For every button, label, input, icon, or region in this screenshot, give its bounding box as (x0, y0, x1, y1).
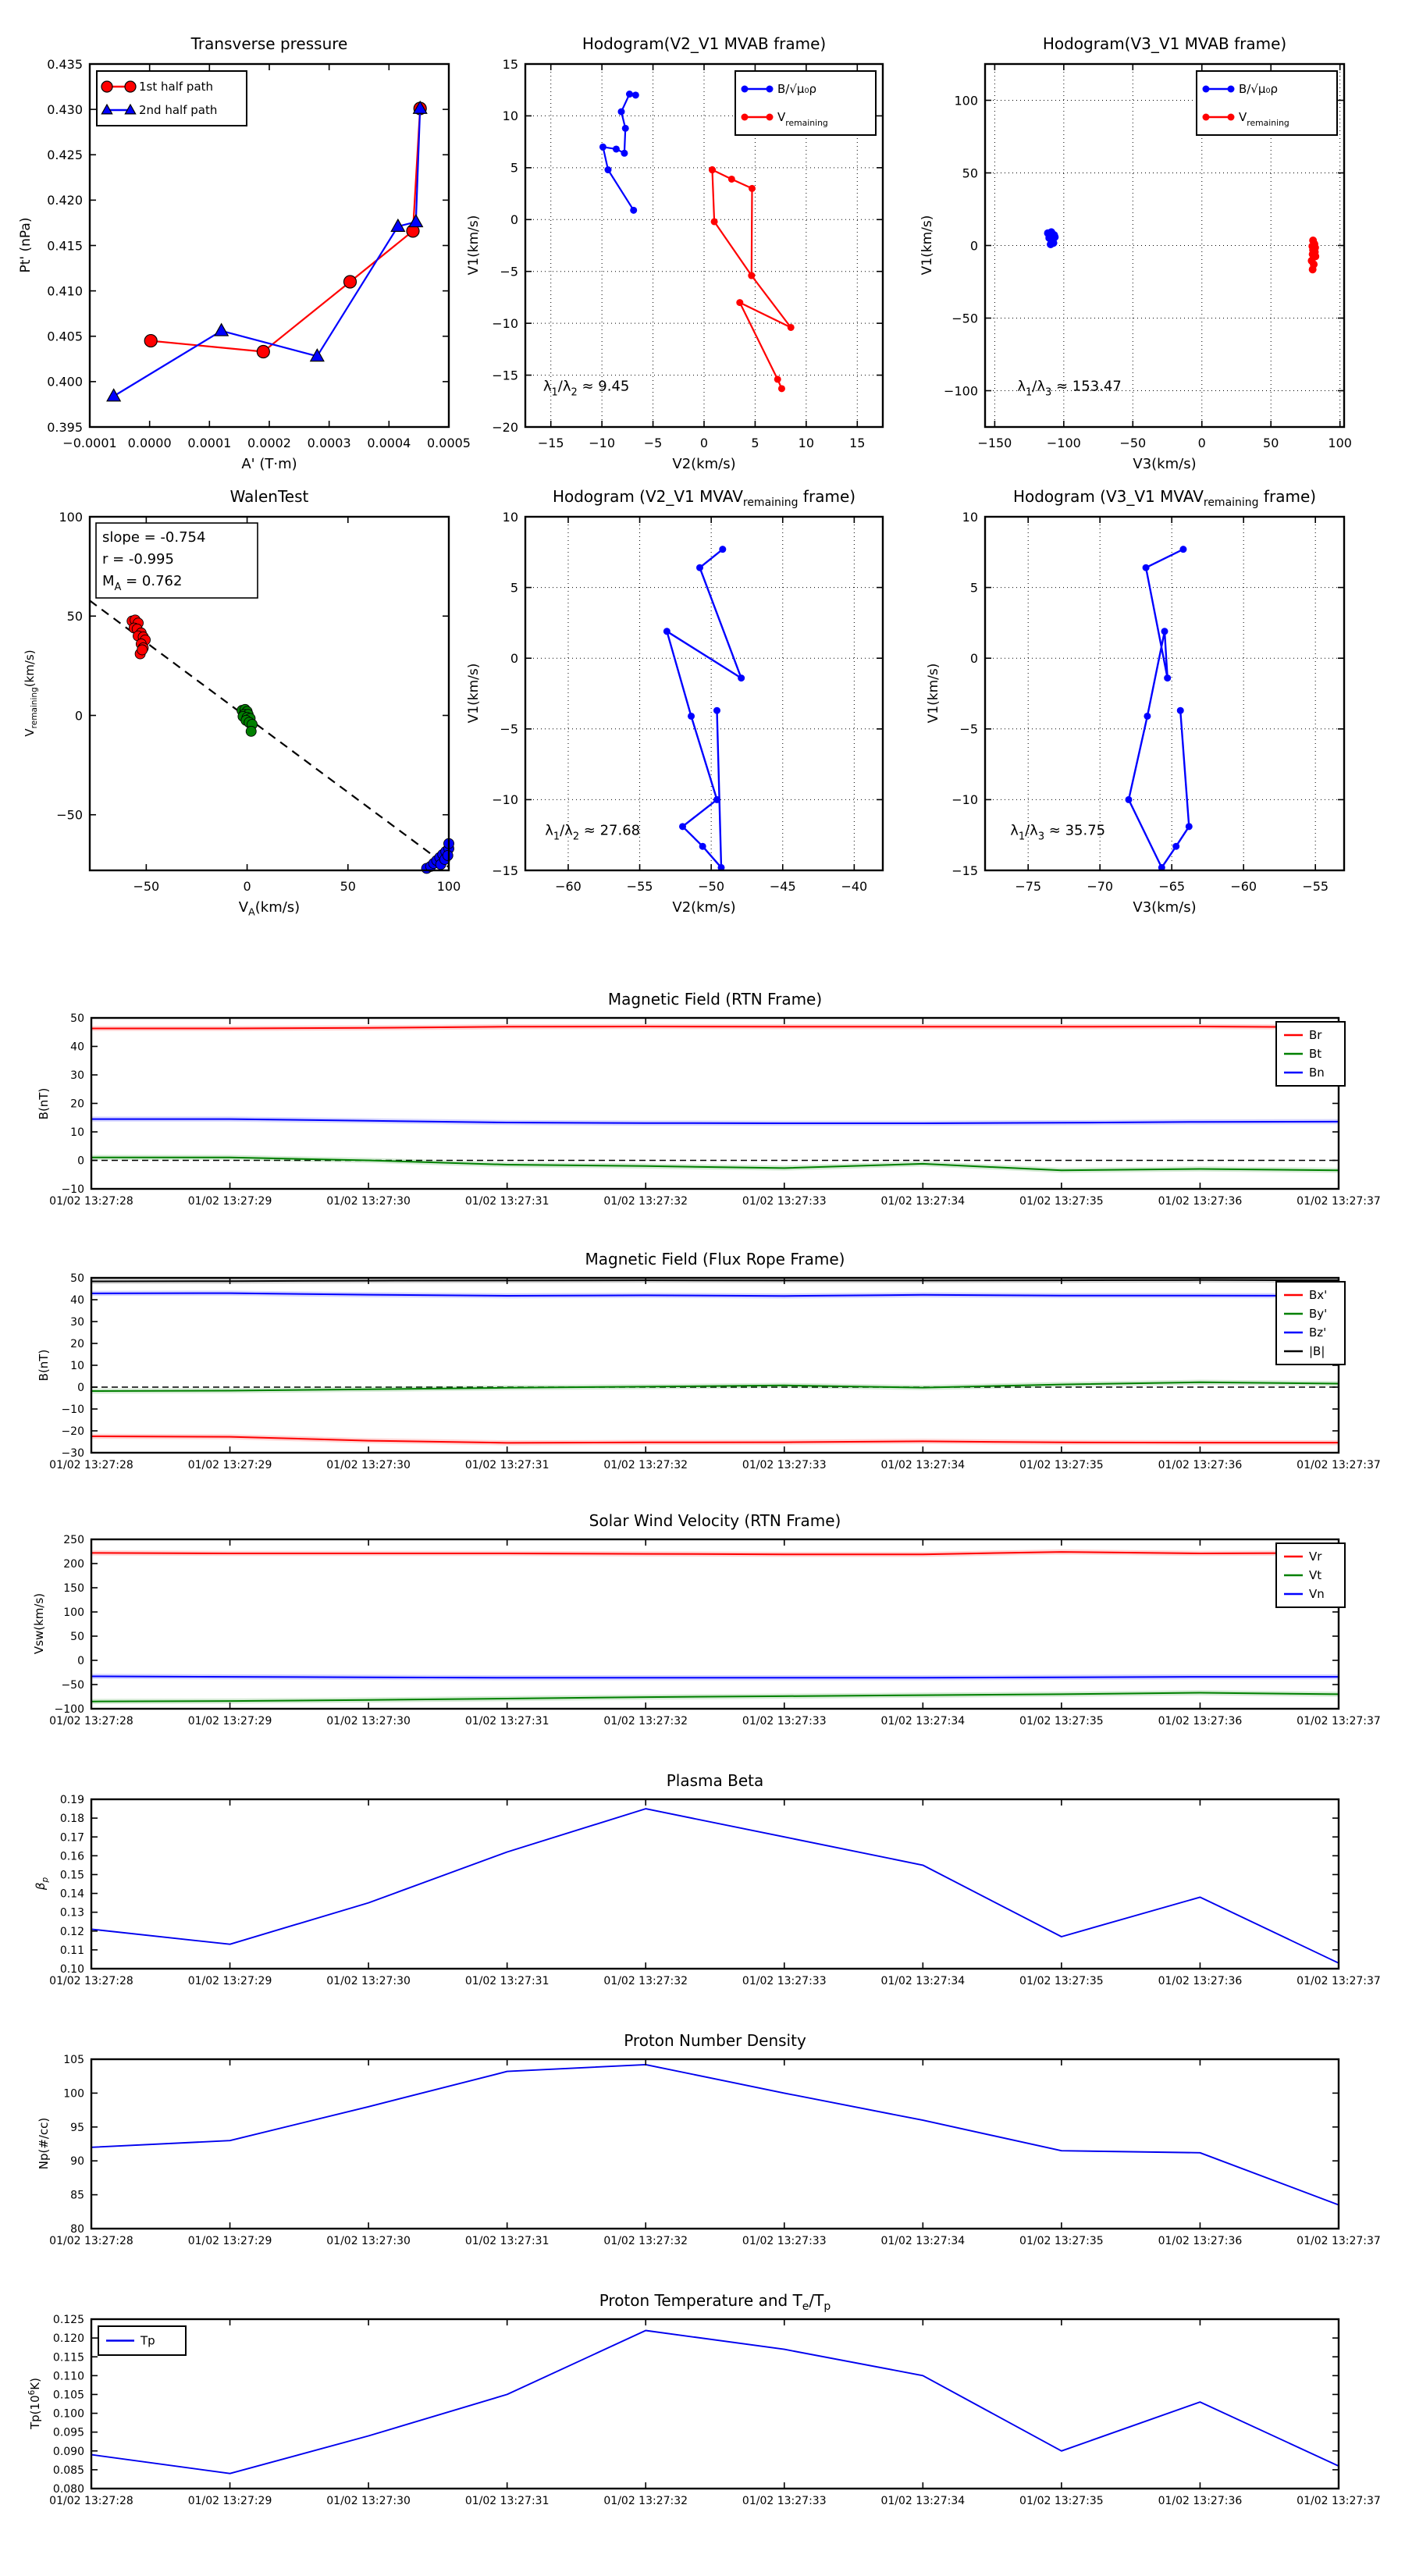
svg-text:15: 15 (849, 436, 866, 450)
svg-text:01/02 13:27:35: 01/02 13:27:35 (1019, 1459, 1104, 1471)
svg-text:0.125: 0.125 (52, 2314, 84, 2327)
svg-text:slope = -0.754: slope = -0.754 (102, 529, 206, 546)
svg-text:01/02 13:27:36: 01/02 13:27:36 (1158, 1459, 1243, 1471)
svg-text:105: 105 (63, 2054, 84, 2067)
svg-text:10: 10 (70, 1126, 84, 1140)
svg-text:95: 95 (70, 2121, 84, 2134)
svg-text:0: 0 (243, 879, 251, 894)
svg-text:−15: −15 (951, 863, 978, 878)
svg-text:Bt: Bt (1309, 1047, 1322, 1061)
svg-text:−10: −10 (951, 792, 978, 808)
svg-text:01/02 13:27:32: 01/02 13:27:32 (603, 1459, 688, 1471)
svg-text:0: 0 (510, 650, 518, 666)
svg-text:0.0002: 0.0002 (247, 436, 291, 450)
svg-text:0.14: 0.14 (59, 1888, 84, 1901)
svg-text:40: 40 (70, 1294, 84, 1308)
svg-text:0.095: 0.095 (52, 2426, 84, 2439)
svg-text:01/02 13:27:36: 01/02 13:27:36 (1158, 1715, 1243, 1727)
svg-text:250: 250 (63, 1534, 84, 1547)
svg-text:01/02 13:27:33: 01/02 13:27:33 (742, 2235, 827, 2247)
svg-text:Vremaining: $V_{remaining}$ (777, 110, 828, 128)
p6-ylabel: V1(km/s) (926, 663, 941, 724)
svg-text:5: 5 (969, 580, 978, 596)
svg-text:0.0005: 0.0005 (427, 436, 471, 450)
svg-text:−100: −100 (54, 1703, 84, 1717)
p4-ylabel: $V_{remaining}(km/s)$ (23, 649, 39, 737)
svg-text:01/02 13:27:31: 01/02 13:27:31 (464, 2235, 550, 2247)
svg-text:01/02 13:27:29: 01/02 13:27:29 (187, 1459, 272, 1471)
svg-text:0.415: 0.415 (47, 238, 83, 254)
svg-text:Vn: Vn (1309, 1587, 1325, 1601)
svg-text:−55: −55 (626, 879, 653, 894)
svg-text:−15: −15 (537, 436, 564, 450)
svg-text:0.18: 0.18 (59, 1813, 84, 1826)
svg-text:100: 100 (63, 1606, 84, 1620)
hodogram-v3v1-mvav-title: Hodogram (V3_V1 $MVAV_{remaining}$ frame) (1012, 487, 1317, 509)
svg-text:50: 50 (66, 609, 83, 624)
svg-text:01/02 13:27:28: 01/02 13:27:28 (49, 1195, 133, 1208)
svg-text:01/02 13:27:28: 01/02 13:27:28 (49, 1459, 133, 1471)
svg-text:10: 10 (502, 509, 518, 525)
ts3-ylabel: Vsw(km/s) (32, 1592, 46, 1655)
svg-text:−40: −40 (841, 879, 868, 894)
svg-text:01/02 13:27:31: 01/02 13:27:31 (464, 1715, 550, 1727)
svg-text:10: 10 (962, 509, 978, 525)
svg-text:0.100: 0.100 (52, 2407, 84, 2421)
svg-text:01/02 13:27:37: 01/02 13:27:37 (1297, 1195, 1381, 1208)
svg-text:−50: −50 (1119, 436, 1147, 450)
svg-text:0.17: 0.17 (59, 1831, 84, 1845)
svg-text:0: 0 (77, 1655, 84, 1668)
svg-text:Vr: Vr (1309, 1550, 1322, 1564)
magnetic-field-rtn-title: Magnetic Field (RTN Frame) (607, 990, 823, 1009)
svg-text:01/02 13:27:32: 01/02 13:27:32 (603, 1975, 688, 1987)
svg-text:−0.0001: −0.0001 (62, 436, 117, 450)
svg-text:−10: −10 (61, 1183, 84, 1197)
p5-ylabel: V1(km/s) (466, 663, 482, 724)
svg-text:01/02 13:27:31: 01/02 13:27:31 (464, 1975, 550, 1987)
svg-text:01/02 13:27:31: 01/02 13:27:31 (464, 1459, 550, 1471)
svg-text:50: 50 (70, 1012, 84, 1026)
svg-text:0.430: 0.430 (47, 101, 83, 117)
ts4-ylabel: $\beta_p$ (34, 1877, 50, 1891)
svg-text:0: 0 (74, 708, 83, 724)
solar-wind-velocity-title: Solar Wind Velocity (RTN Frame) (589, 1511, 841, 1530)
magnetic-field-fluxrope-title: Magnetic Field (Flux Rope Frame) (585, 1250, 845, 1268)
svg-text:Vremaining: $V_{remaining}$ (1239, 110, 1289, 128)
svg-text:01/02 13:27:35: 01/02 13:27:35 (1019, 2235, 1104, 2247)
svg-text:50: 50 (70, 1631, 84, 1644)
svg-text:r = -0.995: r = -0.995 (102, 551, 174, 568)
svg-text:50: 50 (70, 1272, 84, 1286)
svg-text:01/02 13:27:33: 01/02 13:27:33 (742, 1975, 827, 1987)
svg-text:01/02 13:27:34: 01/02 13:27:34 (880, 1715, 966, 1727)
svg-text:01/02 13:27:30: 01/02 13:27:30 (326, 1715, 411, 1727)
svg-text:0.420: 0.420 (47, 193, 83, 208)
svg-text:−10: −10 (492, 315, 518, 331)
svg-text:0.11: 0.11 (59, 1944, 84, 1957)
svg-text:0.105: 0.105 (52, 2389, 84, 2402)
svg-text:0.395: 0.395 (47, 419, 83, 435)
svg-text:−20: −20 (492, 419, 518, 435)
svg-text:0: 0 (510, 212, 518, 228)
svg-text:10: 10 (70, 1360, 84, 1373)
svg-text:−100: −100 (944, 383, 978, 399)
svg-text:01/02 13:27:28: 01/02 13:27:28 (49, 1715, 133, 1727)
svg-text:01/02 13:27:36: 01/02 13:27:36 (1158, 2235, 1243, 2247)
svg-text:01/02 13:27:29: 01/02 13:27:29 (187, 1975, 272, 1987)
svg-text:−75: −75 (1015, 879, 1042, 894)
svg-text:01/02 13:27:35: 01/02 13:27:35 (1019, 1975, 1104, 1987)
svg-text:01/02 13:27:33: 01/02 13:27:33 (742, 1715, 827, 1727)
svg-text:01/02 13:27:29: 01/02 13:27:29 (187, 2235, 272, 2247)
svg-text:01/02 13:27:32: 01/02 13:27:32 (603, 2235, 688, 2247)
svg-text:−60: −60 (555, 879, 582, 894)
svg-text:01/02 13:27:37: 01/02 13:27:37 (1297, 2495, 1381, 2507)
svg-text:−65: −65 (1158, 879, 1186, 894)
svg-text:0.0000: 0.0000 (127, 436, 172, 450)
svg-text:0.085: 0.085 (52, 2464, 84, 2477)
svg-text:−50: −50 (133, 879, 160, 894)
svg-text:λ1/λ2 ≈ 9.45: $\lambda_1/\lambda_2 \approx 9.45$ (542, 378, 630, 399)
svg-text:0.110: 0.110 (52, 2370, 84, 2383)
svg-text:50: 50 (1263, 436, 1279, 450)
svg-text:λ1/λ2 ≈ 27.68: $\lambda_1/\lambda_2 \approx 27.68$ (545, 822, 641, 843)
svg-text:−20: −20 (61, 1425, 84, 1439)
svg-text:1st half path: 1st half path (139, 80, 214, 94)
svg-text:01/02 13:27:30: 01/02 13:27:30 (326, 2495, 411, 2507)
svg-text:50: 50 (962, 165, 978, 181)
svg-text:0.120: 0.120 (52, 2332, 84, 2346)
svg-text:0.10: 0.10 (59, 1963, 84, 1976)
svg-text:−5: −5 (500, 721, 518, 737)
svg-text:30: 30 (70, 1316, 84, 1329)
svg-text:5: 5 (510, 160, 518, 176)
svg-text:01/02 13:27:35: 01/02 13:27:35 (1019, 1715, 1104, 1727)
svg-text:0: 0 (1197, 436, 1206, 450)
svg-text:0: 0 (699, 436, 709, 450)
svg-text:01/02 13:27:33: 01/02 13:27:33 (742, 1459, 827, 1471)
svg-text:0.19: 0.19 (59, 1794, 84, 1807)
p3-xlabel: V3(km/s) (1133, 456, 1197, 472)
svg-text:−10: −10 (589, 436, 616, 450)
p2-ylabel: V1(km/s) (466, 215, 482, 276)
svg-text:01/02 13:27:34: 01/02 13:27:34 (880, 1975, 966, 1987)
svg-text:50: 50 (340, 879, 356, 894)
svg-text:0.12: 0.12 (59, 1925, 84, 1938)
svg-text:01/02 13:27:35: 01/02 13:27:35 (1019, 2495, 1104, 2507)
svg-text:−10: −10 (61, 1404, 84, 1417)
svg-text:01/02 13:27:30: 01/02 13:27:30 (326, 1459, 411, 1471)
svg-text:Bn: Bn (1309, 1066, 1325, 1080)
svg-text:01/02 13:27:31: 01/02 13:27:31 (464, 1195, 550, 1208)
svg-text:−5: −5 (959, 721, 978, 737)
svg-text:01/02 13:27:36: 01/02 13:27:36 (1158, 1975, 1243, 1987)
svg-text:−60: −60 (1230, 879, 1257, 894)
svg-text:20: 20 (70, 1098, 84, 1111)
svg-text:90: 90 (70, 2155, 84, 2169)
svg-text:−50: −50 (56, 807, 83, 823)
svg-text:100: 100 (954, 93, 978, 109)
svg-text:20: 20 (70, 1338, 84, 1351)
svg-text:15: 15 (502, 56, 518, 72)
svg-text:−50: −50 (951, 311, 978, 326)
svg-text:−45: −45 (769, 879, 796, 894)
svg-text:|B|: |B| (1309, 1344, 1325, 1358)
svg-text:01/02 13:27:29: 01/02 13:27:29 (187, 1195, 272, 1208)
svg-text:0: 0 (969, 238, 978, 254)
svg-text:0.15: 0.15 (59, 1869, 84, 1882)
hodogram-v2v1-mvab-title: Hodogram(V2_V1 MVAB frame) (582, 34, 827, 53)
p2-xlabel: V2(km/s) (672, 456, 736, 472)
svg-text:01/02 13:27:37: 01/02 13:27:37 (1297, 1715, 1381, 1727)
svg-text:0: 0 (77, 1155, 84, 1168)
svg-text:−70: −70 (1087, 879, 1114, 894)
svg-text:01/02 13:27:33: 01/02 13:27:33 (742, 2495, 827, 2507)
walen-test-title: WalenTest (229, 487, 309, 506)
svg-text:5: 5 (510, 580, 518, 596)
svg-text:Bx': Bx' (1309, 1288, 1328, 1302)
svg-text:Br: Br (1309, 1028, 1322, 1042)
svg-text:80: 80 (70, 2223, 84, 2236)
svg-text:MA = 0.762: $M_A = 0.762$ (102, 573, 183, 593)
svg-text:01/02 13:27:35: 01/02 13:27:35 (1019, 1195, 1104, 1208)
proton-density-title: Proton Number Density (624, 2031, 806, 2050)
svg-text:−5: −5 (643, 436, 663, 450)
svg-text:B/√μ₀ρ: B/√μ₀ρ (1239, 82, 1278, 96)
svg-text:−5: −5 (500, 264, 518, 279)
svg-text:100: 100 (59, 509, 83, 525)
svg-text:0.425: 0.425 (47, 148, 83, 163)
svg-text:−55: −55 (1302, 879, 1329, 894)
ts5-ylabel: Np(#/cc) (37, 2117, 51, 2170)
svg-text:01/02 13:27:30: 01/02 13:27:30 (326, 2235, 411, 2247)
svg-text:−150: −150 (977, 436, 1012, 450)
svg-text:85: 85 (70, 2189, 84, 2202)
svg-text:0.13: 0.13 (59, 1906, 84, 1920)
svg-text:0.435: 0.435 (47, 56, 83, 72)
svg-text:−10: −10 (492, 792, 518, 808)
svg-text:0.115: 0.115 (52, 2351, 84, 2364)
svg-text:10: 10 (502, 109, 518, 124)
ts1-ylabel: B(nT) (37, 1087, 51, 1120)
svg-text:01/02 13:27:36: 01/02 13:27:36 (1158, 1195, 1243, 1208)
svg-text:30: 30 (70, 1069, 84, 1083)
svg-text:01/02 13:27:30: 01/02 13:27:30 (326, 1975, 411, 1987)
svg-text:01/02 13:27:34: 01/02 13:27:34 (880, 1195, 966, 1208)
svg-text:λ1/λ3 ≈ 35.75: $\lambda_1/\lambda_3 \approx 35.75$ (1010, 822, 1106, 843)
ts2-ylabel: B(nT) (37, 1349, 51, 1382)
svg-text:01/02 13:27:37: 01/02 13:27:37 (1297, 1459, 1381, 1471)
svg-text:01/02 13:27:37: 01/02 13:27:37 (1297, 1975, 1381, 1987)
svg-text:0.0003: 0.0003 (307, 436, 351, 450)
svg-text:Bz': Bz' (1309, 1325, 1327, 1340)
svg-text:−30: −30 (61, 1447, 84, 1461)
p6-xlabel: V3(km/s) (1133, 899, 1197, 916)
svg-text:0.090: 0.090 (52, 2445, 84, 2458)
svg-text:2nd half path: 2nd half path (139, 103, 218, 117)
proton-temperature-title: Proton Temperature and $T_e/T_p$ (599, 2291, 831, 2313)
svg-text:−50: −50 (698, 879, 725, 894)
svg-text:0: 0 (969, 650, 978, 666)
p4-xlabel: $V_A(km/s)$ (238, 899, 301, 918)
svg-text:By': By' (1309, 1307, 1328, 1321)
svg-text:01/02 13:27:32: 01/02 13:27:32 (603, 1715, 688, 1727)
svg-text:10: 10 (798, 436, 815, 450)
svg-text:01/02 13:27:34: 01/02 13:27:34 (880, 2495, 966, 2507)
p5-xlabel: V2(km/s) (672, 899, 736, 916)
svg-text:0: 0 (77, 1382, 84, 1395)
svg-text:100: 100 (436, 879, 461, 894)
svg-text:01/02 13:27:31: 01/02 13:27:31 (464, 2495, 550, 2507)
svg-text:−50: −50 (61, 1679, 84, 1692)
svg-text:−15: −15 (492, 863, 518, 878)
svg-text:0.080: 0.080 (52, 2483, 84, 2496)
svg-text:100: 100 (1328, 436, 1352, 450)
svg-text:200: 200 (63, 1558, 84, 1571)
svg-text:01/02 13:27:28: 01/02 13:27:28 (49, 1975, 133, 1987)
p1-xlabel: A' (T·m) (241, 456, 297, 472)
svg-text:Vt: Vt (1309, 1568, 1322, 1582)
svg-text:150: 150 (63, 1582, 84, 1596)
svg-text:40: 40 (70, 1041, 84, 1054)
svg-text:0.405: 0.405 (47, 329, 83, 344)
svg-text:Tp: Tp (140, 2333, 155, 2348)
hodogram-v2v1-mvav-title: Hodogram (V2_V1 $MVAV_{remaining}$ frame) (552, 487, 856, 509)
svg-text:01/02 13:27:32: 01/02 13:27:32 (603, 2495, 688, 2507)
svg-text:01/02 13:27:33: 01/02 13:27:33 (742, 1195, 827, 1208)
svg-text:λ1/λ3 ≈ 153.47: $\lambda_1/\lambda_3 \approx 153.47$ (1017, 378, 1122, 399)
svg-text:−15: −15 (492, 368, 518, 383)
hodogram-v3v1-mvab-title: Hodogram(V3_V1 MVAB frame) (1042, 34, 1287, 53)
svg-text:100: 100 (63, 2087, 84, 2101)
svg-text:5: 5 (751, 436, 759, 450)
svg-text:01/02 13:27:34: 01/02 13:27:34 (880, 1459, 966, 1471)
svg-text:01/02 13:27:34: 01/02 13:27:34 (880, 2235, 966, 2247)
svg-text:0.400: 0.400 (47, 374, 83, 390)
svg-text:0.0004: 0.0004 (367, 436, 411, 450)
svg-text:01/02 13:27:32: 01/02 13:27:32 (603, 1195, 688, 1208)
svg-text:−100: −100 (1046, 436, 1081, 450)
svg-text:01/02 13:27:37: 01/02 13:27:37 (1297, 2235, 1381, 2247)
p1-ylabel: Pt' (nPa) (18, 217, 34, 273)
plasma-beta-title: Plasma Beta (666, 1771, 764, 1790)
svg-text:01/02 13:27:29: 01/02 13:27:29 (187, 1715, 272, 1727)
p3-ylabel: V1(km/s) (919, 215, 935, 276)
svg-text:0.16: 0.16 (59, 1850, 84, 1863)
svg-text:01/02 13:27:28: 01/02 13:27:28 (49, 2495, 133, 2507)
svg-text:01/02 13:27:36: 01/02 13:27:36 (1158, 2495, 1243, 2507)
ts6-ylabel: $Tp(10^6K)$ (27, 2378, 42, 2430)
svg-text:01/02 13:27:29: 01/02 13:27:29 (187, 2495, 272, 2507)
svg-text:01/02 13:27:28: 01/02 13:27:28 (49, 2235, 133, 2247)
svg-text:0.410: 0.410 (47, 283, 83, 299)
transverse-pressure-title: Transverse pressure (190, 34, 348, 53)
svg-text:01/02 13:27:30: 01/02 13:27:30 (326, 1195, 411, 1208)
svg-text:0.0001: 0.0001 (187, 436, 232, 450)
svg-text:B/√μ₀ρ: B/√μ₀ρ (777, 82, 816, 96)
